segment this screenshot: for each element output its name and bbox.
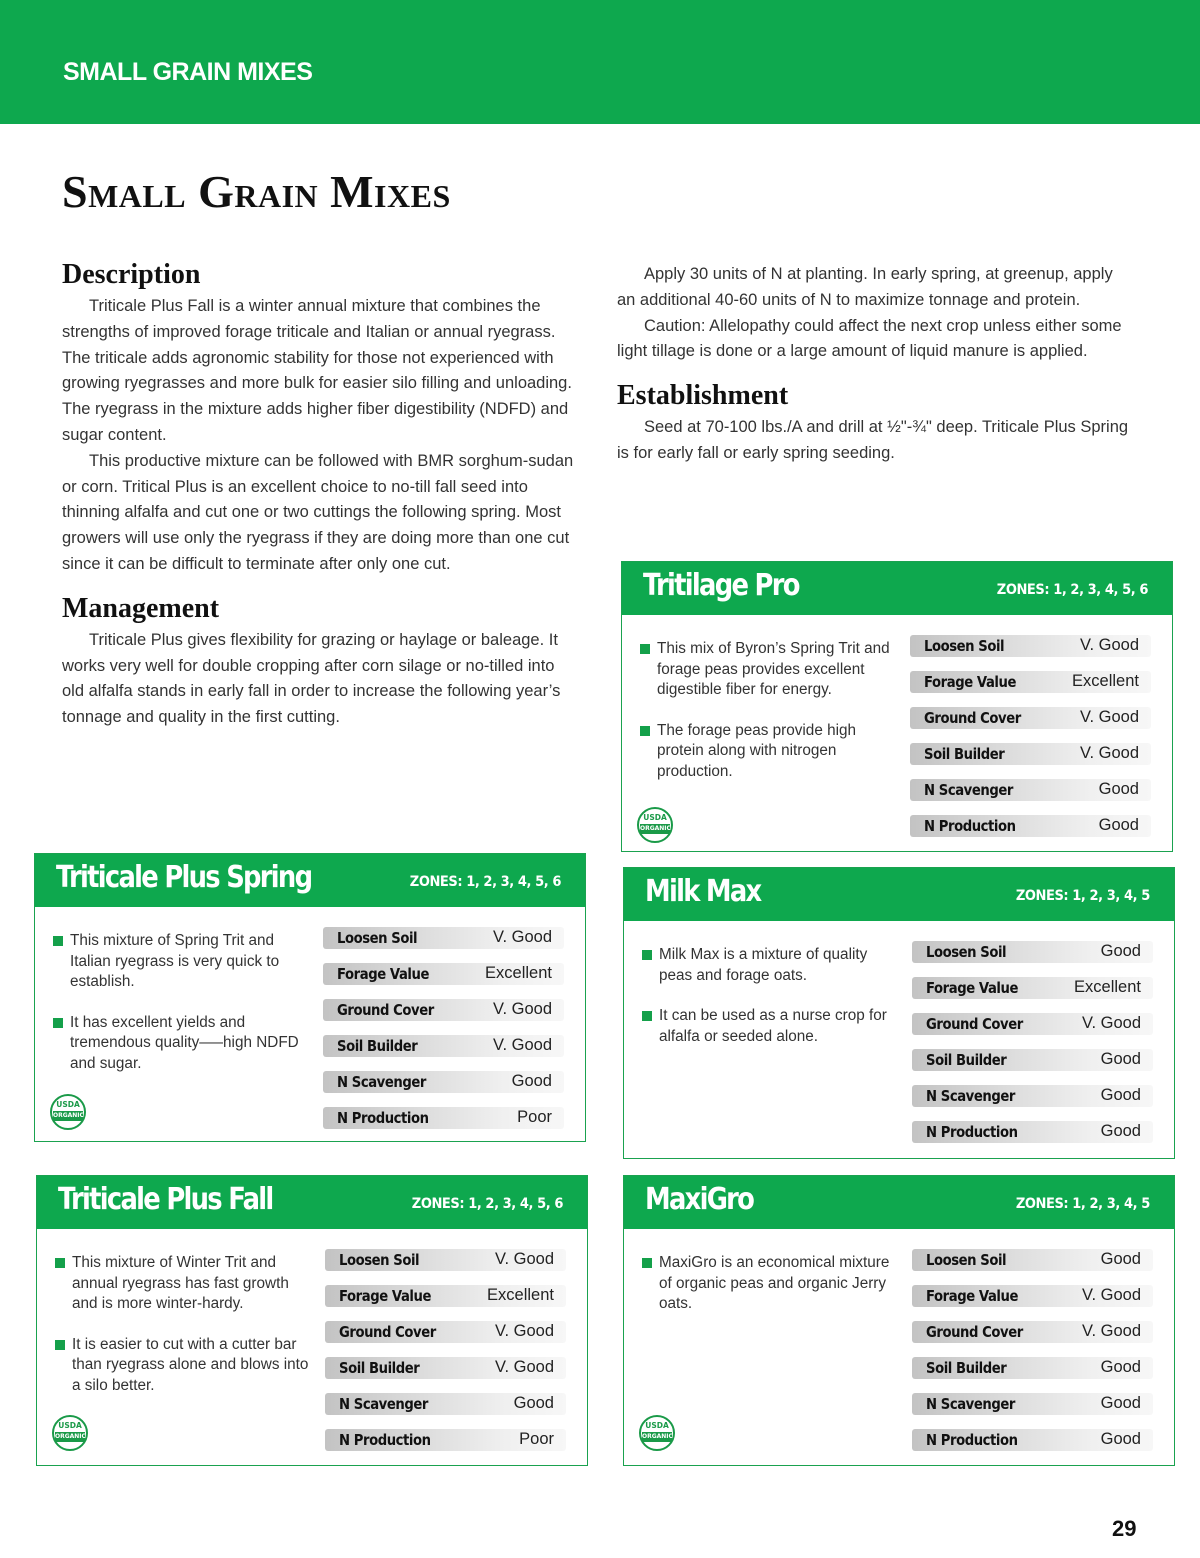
rating-row-forage-value xyxy=(325,1285,566,1307)
bullet-list xyxy=(640,945,902,1067)
bullet-item xyxy=(51,931,313,993)
rating-value: V. Good xyxy=(492,1036,552,1054)
rating-label: N Production xyxy=(926,1123,1018,1141)
bullet-square-icon xyxy=(53,1018,63,1028)
bullet-text: MaxiGro is an economical mixture of organic peas and organic Jerry oats. xyxy=(659,1254,890,1312)
card-title: Tritilage Pro xyxy=(643,568,799,603)
rating-label: N Production xyxy=(924,817,1016,835)
page-title: Small Grain Mixes xyxy=(62,166,451,217)
card-title: MaxiGro xyxy=(645,1182,754,1217)
rating-row-soil-builder xyxy=(323,1035,564,1057)
rating-value: Good xyxy=(1100,1050,1141,1068)
rating-value: V. Good xyxy=(494,1250,554,1268)
rating-value: V. Good xyxy=(1079,744,1139,762)
usda-seal-text: USDA xyxy=(643,813,667,822)
bullet-text: It is easier to cut with a cutter bar than ryegrass alone and blows into a silo better. xyxy=(72,1335,309,1394)
rating-value: Good xyxy=(1098,780,1139,798)
bullet-square-icon xyxy=(642,950,652,960)
bullet-text: It has excellent yields and tremendous quality—–high NDFD and sugar. xyxy=(70,1013,299,1072)
rating-label: Forage Value xyxy=(924,673,1016,691)
rating-row-n-scavenger xyxy=(912,1393,1153,1415)
rating-label: Ground Cover xyxy=(926,1015,1023,1033)
management-paragraph: Triticale Plus gives flexibility for grazing or haylage or baleage. It works very well for double cropping after corn silage or no-tilled into old alfalfa stands in early fall in order to increase the following year’s tonnage and quality in the first cutting. xyxy=(62,630,561,727)
rating-row-ground-cover xyxy=(910,707,1151,729)
usda-seal-organic-text: ORGANIC xyxy=(55,1433,86,1440)
zones-label: ZONES: 1, 2, 3, 4, 5, 6 xyxy=(409,874,561,890)
rating-value: Poor xyxy=(519,1430,554,1448)
rating-label: N Production xyxy=(337,1109,429,1127)
rating-label: N Production xyxy=(926,1431,1018,1449)
left-column xyxy=(62,258,580,731)
rating-value: V. Good xyxy=(1081,1286,1141,1304)
bullet-text: This mix of Byron’s Spring Trit and forage peas provides excellent digestible fiber for energy. xyxy=(657,640,890,698)
rating-row-n-production xyxy=(323,1107,564,1129)
description-heading: Description xyxy=(62,259,201,290)
bullet-item xyxy=(53,1335,315,1397)
rating-label: N Production xyxy=(339,1431,431,1449)
rating-label: Soil Builder xyxy=(924,745,1005,763)
rating-row-loosen-soil xyxy=(912,941,1153,963)
page-number: 29 xyxy=(1112,1516,1137,1541)
rating-value: Good xyxy=(513,1394,554,1412)
zones-label: ZONES: 1, 2, 3, 4, 5, 6 xyxy=(996,582,1148,598)
rating-value: V. Good xyxy=(1081,1322,1141,1340)
rating-label: Ground Cover xyxy=(924,709,1021,727)
rating-label: Loosen Soil xyxy=(924,637,1005,655)
rating-value: V. Good xyxy=(494,1358,554,1376)
rating-row-forage-value xyxy=(910,671,1151,693)
card-header xyxy=(35,854,585,907)
bullet-square-icon xyxy=(640,726,650,736)
rating-row-forage-value xyxy=(912,1285,1153,1307)
rating-value: Good xyxy=(1100,1122,1141,1140)
usda-seal-organic-text: ORGANIC xyxy=(53,1112,84,1119)
bullet-item xyxy=(640,1006,902,1047)
card-title: Milk Max xyxy=(645,874,761,909)
bullet-text: This mixture of Spring Trit and Italian ryegrass is very quick to establish. xyxy=(70,932,280,990)
rating-label: Ground Cover xyxy=(337,1001,434,1019)
bullet-item xyxy=(640,945,902,986)
usda-seal-text: USDA xyxy=(58,1421,82,1430)
bullet-item xyxy=(53,1253,315,1315)
rating-label: N Scavenger xyxy=(924,781,1013,799)
rating-label: N Scavenger xyxy=(339,1395,428,1413)
rating-row-ground-cover xyxy=(325,1321,566,1343)
rating-label: Forage Value xyxy=(926,1287,1018,1305)
card-header xyxy=(624,1176,1174,1229)
establishment-heading: Establishment xyxy=(617,380,789,412)
rating-value: Good xyxy=(1098,816,1139,834)
rating-row-n-scavenger xyxy=(912,1085,1153,1107)
rating-row-loosen-soil xyxy=(910,635,1151,657)
rating-label: Loosen Soil xyxy=(926,1251,1007,1269)
rating-value: V. Good xyxy=(494,1322,554,1340)
rating-value: Excellent xyxy=(1074,978,1141,996)
rating-row-loosen-soil xyxy=(325,1249,566,1271)
rating-label: Forage Value xyxy=(337,965,429,983)
rating-label: N Scavenger xyxy=(926,1087,1015,1105)
rating-value: Good xyxy=(1100,1394,1141,1412)
rating-label: Soil Builder xyxy=(337,1037,418,1055)
rating-row-n-production xyxy=(325,1429,566,1451)
rating-value: Good xyxy=(1100,1358,1141,1376)
bullet-square-icon xyxy=(640,644,650,654)
rating-value: Poor xyxy=(517,1108,552,1126)
usda-seal-organic-text: ORGANIC xyxy=(640,825,671,832)
establishment-paragraph: Seed at 70-100 lbs./A and drill at ½"-¾" deep. Triticale Plus Spring is for early fall or early spring seeding. xyxy=(617,418,1129,462)
card-header xyxy=(622,562,1172,615)
bullet-list xyxy=(53,1253,315,1416)
rating-row-ground-cover xyxy=(912,1013,1153,1035)
bullet-list xyxy=(51,931,313,1094)
ratings-list xyxy=(325,1249,566,1465)
usda-organic-seal-icon xyxy=(50,1094,86,1130)
rating-row-soil-builder xyxy=(910,743,1151,765)
bullet-text: The forage peas provide high protein along with nitrogen production. xyxy=(657,721,856,780)
usda-seal-text: USDA xyxy=(56,1100,80,1109)
fertility-paragraph: Apply 30 units of N at planting. In early spring, at greenup, apply an additional 40-60 units of N to maximize tonnage and protein. xyxy=(617,265,1113,309)
rating-row-forage-value xyxy=(912,977,1153,999)
bullet-text: Milk Max is a mixture of quality peas and forage oats. xyxy=(659,946,868,984)
rating-value: V. Good xyxy=(1079,636,1139,654)
rating-value: Good xyxy=(1100,1250,1141,1268)
ratings-list xyxy=(323,927,564,1143)
ratings-list xyxy=(912,941,1153,1157)
ratings-list xyxy=(912,1249,1153,1465)
rating-row-ground-cover xyxy=(912,1321,1153,1343)
rating-row-n-scavenger xyxy=(910,779,1151,801)
usda-organic-seal-icon xyxy=(639,1415,675,1451)
bullet-square-icon xyxy=(642,1258,652,1268)
product-card-triticale-plus-fall xyxy=(36,1175,588,1466)
rating-row-soil-builder xyxy=(325,1357,566,1379)
rating-label: Ground Cover xyxy=(926,1323,1023,1341)
description-paragraph: This productive mixture can be followed with BMR sorghum-sudan or corn. Tritical Plus is an excellent choice to no-till fall seed into thinning alfalfa and cut one or two cuttings the following spring. Most growers will use only the ryegrass if they are doing more than one cut since it can be difficult to terminate after only one cut. xyxy=(62,451,574,573)
rating-label: Soil Builder xyxy=(339,1359,420,1377)
bullet-list xyxy=(638,639,900,802)
bullet-list xyxy=(640,1253,902,1335)
rating-label: Loosen Soil xyxy=(926,943,1007,961)
rating-label: N Scavenger xyxy=(337,1073,426,1091)
rating-row-n-scavenger xyxy=(323,1071,564,1093)
rating-row-loosen-soil xyxy=(912,1249,1153,1271)
bullet-square-icon xyxy=(642,1011,652,1021)
bullet-item xyxy=(638,639,900,701)
rating-value: Good xyxy=(1100,1430,1141,1448)
rating-value: Excellent xyxy=(487,1286,554,1304)
management-heading: Management xyxy=(62,592,220,624)
card-header xyxy=(37,1176,587,1229)
bullet-item xyxy=(640,1253,902,1315)
rating-value: V. Good xyxy=(1079,708,1139,726)
ratings-list xyxy=(910,635,1151,851)
section-label: SMALL GRAIN MIXES xyxy=(63,58,313,86)
bullet-item xyxy=(51,1013,313,1075)
usda-organic-seal-icon xyxy=(52,1415,88,1451)
rating-row-n-production xyxy=(910,815,1151,837)
right-column xyxy=(617,262,1135,467)
card-title: Triticale Plus Fall xyxy=(58,1182,273,1217)
rating-value: Good xyxy=(1100,1086,1141,1104)
rating-row-soil-builder xyxy=(912,1357,1153,1379)
rating-label: Forage Value xyxy=(926,979,1018,997)
rating-value: Excellent xyxy=(1072,672,1139,690)
product-card-tritilage-pro xyxy=(621,561,1173,852)
rating-row-forage-value xyxy=(323,963,564,985)
product-card-milk-max xyxy=(623,867,1175,1159)
bullet-text: This mixture of Winter Trit and annual ryegrass has fast growth and is more winter-hardy. xyxy=(72,1254,289,1312)
rating-row-n-scavenger xyxy=(325,1393,566,1415)
zones-label: ZONES: 1, 2, 3, 4, 5 xyxy=(1016,888,1150,904)
usda-organic-seal-icon xyxy=(637,807,673,843)
bullet-text: It can be used as a nurse crop for alfalfa or seeded alone. xyxy=(659,1007,887,1045)
product-card-maxigro xyxy=(623,1175,1175,1466)
rating-value: Good xyxy=(511,1072,552,1090)
rating-label: Forage Value xyxy=(339,1287,431,1305)
rating-value: V. Good xyxy=(492,928,552,946)
rating-label: Loosen Soil xyxy=(337,929,418,947)
caution-paragraph: Caution: Allelopathy could affect the next crop unless either some light tillage is done or a large amount of liquid manure is applied. xyxy=(617,316,1122,361)
bullet-square-icon xyxy=(55,1340,65,1350)
usda-seal-text: USDA xyxy=(645,1421,669,1430)
rating-label: Loosen Soil xyxy=(339,1251,420,1269)
rating-label: N Scavenger xyxy=(926,1395,1015,1413)
card-header xyxy=(624,868,1174,921)
rating-row-loosen-soil xyxy=(323,927,564,949)
rating-value: Good xyxy=(1100,942,1141,960)
rating-row-ground-cover xyxy=(323,999,564,1021)
bullet-square-icon xyxy=(53,936,63,946)
usda-seal-organic-text: ORGANIC xyxy=(642,1433,673,1440)
bullet-square-icon xyxy=(55,1258,65,1268)
description-paragraph: Triticale Plus Fall is a winter annual mixture that combines the strengths of improved forage triticale and Italian or annual ryegrass. The triticale adds agronomic stability for those not experienced with growing ryegrasses and more bulk for easier silo filling and unloading. The ryegrass in the mixture adds higher fiber digestibility (NDFD) and sugar content. xyxy=(62,297,572,444)
rating-value: V. Good xyxy=(492,1000,552,1018)
rating-label: Soil Builder xyxy=(926,1051,1007,1069)
zones-label: ZONES: 1, 2, 3, 4, 5 xyxy=(1016,1196,1150,1212)
rating-row-n-production xyxy=(912,1429,1153,1451)
rating-value: V. Good xyxy=(1081,1014,1141,1032)
rating-row-n-production xyxy=(912,1121,1153,1143)
card-title: Triticale Plus Spring xyxy=(56,860,312,895)
zones-label: ZONES: 1, 2, 3, 4, 5, 6 xyxy=(411,1196,563,1212)
product-card-triticale-plus-spring xyxy=(34,853,586,1142)
rating-label: Soil Builder xyxy=(926,1359,1007,1377)
header-band xyxy=(0,0,1200,124)
rating-label: Ground Cover xyxy=(339,1323,436,1341)
rating-value: Excellent xyxy=(485,964,552,982)
rating-row-soil-builder xyxy=(912,1049,1153,1071)
bullet-item xyxy=(638,721,900,783)
